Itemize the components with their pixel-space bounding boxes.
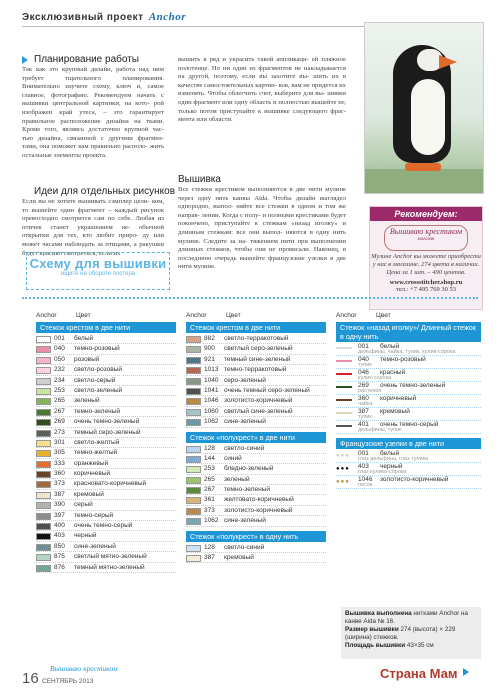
table-row [36, 469, 176, 479]
key-table-2 [186, 311, 326, 563]
anchor-number: 040 [358, 356, 369, 363]
table-row [336, 421, 481, 434]
table-row [36, 428, 176, 438]
anchor-number: 1046 [204, 397, 219, 405]
color-name: золотисто-коричневый [224, 506, 293, 514]
table-row [36, 396, 176, 406]
anchor-number: 1060 [204, 407, 219, 415]
table-section-title: Стежок «полукрест» в одну нить [186, 531, 326, 542]
color-swatch [36, 544, 51, 551]
anchor-number: 001 [358, 343, 369, 350]
table-section-title: Стежок крестом в две нити [186, 322, 326, 333]
color-swatch [186, 456, 201, 463]
color-name: очень темно-зеленый [380, 382, 446, 389]
anchor-number: 269 [358, 382, 369, 389]
color-name: очень темно-серый [74, 522, 133, 530]
puffin-beak-shape [439, 55, 457, 69]
header-divider [22, 26, 400, 27]
anchor-number: 360 [358, 395, 369, 402]
col-anchor: Anchor [336, 312, 357, 319]
anchor-number: 882 [204, 335, 215, 342]
anchor-number: 1062 [204, 517, 219, 525]
anchor-number: 305 [54, 449, 65, 457]
anchor-number: 301 [54, 438, 65, 446]
color-swatch [36, 513, 51, 520]
anchor-number: 401 [358, 421, 369, 428]
color-name: золотисто-коричневый [380, 476, 449, 483]
shop-logo-text: Вышиваю крестиком [389, 227, 463, 236]
anchor-number: 390 [54, 501, 65, 509]
knot-swatch: ●●● [336, 453, 350, 459]
table-row [186, 454, 326, 464]
usage-note: тупик [358, 362, 372, 368]
color-swatch [36, 440, 51, 447]
table-row [36, 531, 176, 541]
table-row [186, 344, 326, 354]
table-row [36, 438, 176, 448]
anchor-number: 046 [358, 369, 369, 376]
embroidery-info [341, 607, 481, 659]
table-row [186, 376, 326, 386]
color-name: серый [74, 501, 93, 509]
table-row [36, 448, 176, 458]
color-swatch [186, 497, 201, 504]
table-row [186, 396, 326, 406]
watermark-stamp: Страна Мам [380, 666, 458, 681]
color-name: серо-зеленый [224, 376, 266, 384]
color-swatch [186, 545, 201, 552]
color-name: кремовый [224, 554, 254, 562]
table-row [36, 459, 176, 469]
grass-shape [365, 169, 483, 193]
color-name: темно-желтый [74, 449, 118, 457]
color-swatch [186, 378, 201, 385]
magazine-logo: Вышиваю крестиком [50, 664, 118, 673]
col-color: Цвет [376, 312, 391, 319]
column-headers [36, 311, 176, 322]
color-swatch [186, 446, 201, 453]
color-swatch [186, 477, 201, 484]
color-swatch [36, 471, 51, 478]
color-swatch [36, 378, 51, 385]
color-swatch [36, 346, 51, 353]
table-row [186, 543, 326, 553]
anchor-number: 403 [54, 532, 65, 540]
color-name: светлый мятно-зеленый [74, 553, 147, 561]
color-name: сине-зеленый [224, 517, 266, 525]
color-swatch [186, 388, 201, 395]
paragraph-continued: вышить в ряд и украсить такой аппликаци- ей пляжное полотенце. Но ни один из фрагментов не накладывается на другой, поэтому, если вы захотите вы- шить их в качестве самостоятельных картин- ков, вам не придется их изменять. Чтобы облегчить счет, выберите для вы- шивки один фрагмент или одну область и полностью вышейте ее; только потом приступайте к вышивке следующего фраг- мента или области. [178, 56, 346, 124]
anchor-number: 234 [54, 376, 65, 384]
table-row [36, 376, 176, 386]
table-row [36, 344, 176, 354]
table-row [186, 407, 326, 417]
table-row [186, 495, 326, 505]
anchor-number: 273 [54, 428, 65, 436]
table-section-title: Стежок крестом в две нити [36, 322, 176, 333]
anchor-number: 1062 [204, 418, 219, 426]
triangle-bullet-icon [22, 56, 28, 64]
section-header [22, 11, 186, 23]
anchor-number: 875 [54, 553, 65, 561]
color-swatch [36, 565, 51, 572]
color-name: оранжевый [74, 459, 109, 467]
table-row [36, 386, 176, 396]
color-name: светло-желтый [74, 438, 120, 446]
shop-logo [384, 225, 468, 251]
anchor-number: 400 [54, 522, 65, 530]
table-row [36, 500, 176, 510]
usage-note: кулик-сорока [358, 375, 392, 381]
color-swatch [36, 357, 51, 364]
anchor-number: 397 [54, 511, 65, 519]
anchor-number: 232 [54, 366, 65, 374]
color-name: темно-зеленый [224, 486, 270, 494]
anchor-number: 001 [54, 335, 65, 342]
table-section-title: Стежок «полукрест» в две нити [186, 432, 326, 443]
color-name: сине-зеленый [224, 418, 266, 426]
table-row [36, 417, 176, 427]
page-footer [22, 664, 222, 688]
color-name: сине-зеленый [74, 542, 116, 550]
anchor-number: 850 [54, 542, 65, 550]
anchor-number: 128 [204, 444, 215, 452]
puffin-feet-shape [405, 163, 441, 171]
color-name: кремовый [380, 408, 410, 415]
color-swatch [36, 409, 51, 416]
shop-website-link[interactable]: www.crossstitcher.shop.ru [389, 279, 463, 286]
anchor-number: 876 [54, 563, 65, 571]
color-name: красновато-коричневый [74, 480, 147, 488]
anchor-number: 373 [54, 480, 65, 488]
color-swatch [36, 523, 51, 530]
color-name: светлый серо-зеленый [224, 345, 293, 353]
table-row [186, 334, 326, 344]
schema-title: Схему для вышивки [29, 256, 167, 271]
anchor-number: 1046 [358, 476, 373, 483]
color-swatch [336, 373, 352, 375]
paragraph-planning: Так как это крупный дизайн, работа над ним требует тщательного планирования. Внимательно изучите схему, ключ и, самое главное, фотографию. Рекомендуем начать с вышивки центральной картинки, на кото- рой изображен край утеса, – это гарантирует правильное расположение дизайна на ткани. Кроме того, являясь достаточно крупной час- тью дизайна, связанной с другими фрагмен- тами, она поможет вам правильно располо- жить остальные элементы проекта. [22, 66, 164, 159]
color-swatch [336, 425, 352, 427]
color-swatch [36, 533, 51, 540]
puffin-photo [364, 22, 484, 194]
anchor-number: 128 [204, 543, 215, 551]
color-swatch [186, 466, 201, 473]
anchor-number: 1041 [204, 386, 219, 394]
anchor-number: 387 [54, 490, 65, 498]
anchor-number: 253 [54, 386, 65, 394]
color-name: очень темно-зеленый [74, 418, 140, 426]
color-name: коричневый [74, 470, 111, 478]
table-row [36, 563, 176, 573]
anchor-number: 900 [204, 345, 215, 353]
info-label: Вышивка выполнена [345, 610, 412, 617]
schema-callout [26, 252, 170, 290]
recommend-box [369, 206, 483, 310]
color-swatch [186, 357, 201, 364]
section-divider [22, 297, 478, 299]
color-swatch [36, 367, 51, 374]
color-name: темный мятно-зеленый [74, 563, 145, 571]
puffin-belly-shape [411, 79, 445, 155]
key-table-3 [336, 311, 481, 489]
column-headers [336, 311, 481, 322]
table-row [186, 485, 326, 495]
color-name: темно-зеленый [74, 407, 120, 415]
color-swatch [36, 419, 51, 426]
shop-phone: тел.: +7 495 769 30 53 [396, 286, 456, 293]
anchor-number: 921 [204, 355, 215, 363]
col-anchor: Anchor [36, 312, 57, 319]
heading-planning: Планирование работы [34, 54, 139, 65]
table-section-title: Французские узелки в две нити [336, 438, 481, 449]
table-row [36, 511, 176, 521]
anchor-number: 144 [204, 454, 215, 462]
color-swatch [336, 360, 352, 362]
color-name: бледно-зеленый [224, 465, 274, 473]
info-label: Размер вышивки [345, 626, 399, 633]
anchor-number: 1040 [204, 376, 219, 384]
table-row [186, 553, 326, 563]
table-row [36, 552, 176, 562]
table-row [186, 386, 326, 396]
color-name: темно-терракотовый [224, 366, 287, 374]
recommend-text: Мулине Anchor вы можете приобрести у нас в магазине. 274 цвета в наличии. Цена за 1 шт. – 490 центов. [371, 253, 481, 276]
anchor-number: 403 [358, 463, 369, 470]
anchor-number: 267 [204, 486, 215, 494]
issue-date: СЕНТЯБРЬ 2013 [42, 678, 94, 685]
color-name: светло-серый [74, 376, 116, 384]
usage-note: тупик [358, 414, 372, 420]
color-name: белый [380, 450, 400, 457]
color-swatch [186, 487, 201, 494]
color-name: розовый [74, 355, 100, 363]
table-row [186, 475, 326, 485]
color-name: светло-синий [224, 444, 265, 452]
color-swatch [186, 518, 201, 525]
column-headers [186, 311, 326, 322]
schema-subtitle: ищите на обороте постера [60, 271, 136, 277]
color-swatch [186, 508, 201, 515]
color-swatch [186, 398, 201, 405]
table-row [186, 516, 326, 526]
anchor-number: 267 [54, 407, 65, 415]
color-swatch [36, 450, 51, 457]
table-row [36, 521, 176, 531]
brand-logo: Anchor [148, 11, 187, 23]
anchor-number: 360 [54, 470, 65, 478]
color-swatch [36, 388, 51, 395]
color-swatch [36, 336, 51, 343]
table-row [36, 365, 176, 375]
anchor-number: 1013 [204, 366, 219, 374]
table-row [336, 476, 481, 489]
color-swatch [186, 419, 201, 426]
color-name: синий [224, 454, 242, 462]
color-swatch [36, 492, 51, 499]
knot-swatch: ●●● [336, 479, 350, 485]
col-anchor: Anchor [186, 312, 207, 319]
color-name: черный [74, 532, 97, 540]
next-arrow-icon [463, 668, 469, 676]
table-row [186, 444, 326, 454]
paragraph-ideas: Если вы не хотите вышивать сэмплер цели- ком, то вышейте один фрагмент – каждый рисунок превосходно смотрится сам по себе. Любая из птичек станет украшением не- обычной открытки для тех, кто любит приро- ду или может часами наблюдать за птицами, а ракушки будут красиво смотреться, если их [22, 198, 164, 256]
usage-note: растения [358, 388, 382, 394]
color-name: светло-зеленый [74, 386, 123, 394]
color-swatch [36, 430, 51, 437]
color-name: белый [380, 343, 400, 350]
color-swatch [336, 347, 352, 349]
anchor-number: 050 [54, 355, 65, 363]
color-name: светло-терракотовый [224, 335, 289, 342]
anchor-number: 265 [54, 397, 65, 405]
shop-logo-sub: магазин [417, 237, 435, 242]
anchor-number: 269 [54, 418, 65, 426]
anchor-number: 253 [204, 465, 215, 473]
info-value: нитками Anchor на канве Aida № 16. [345, 610, 468, 625]
anchor-number: 387 [204, 554, 215, 562]
anchor-number: 387 [358, 408, 369, 415]
col-color: Цвет [226, 312, 241, 319]
table-row [186, 464, 326, 474]
color-swatch [186, 346, 201, 353]
info-label: Площадь вышивки [345, 642, 406, 649]
color-swatch [36, 554, 51, 561]
table-row [36, 355, 176, 365]
table-row [186, 417, 326, 427]
color-swatch [336, 386, 352, 388]
table-row [36, 407, 176, 417]
recommend-title: Рекомендуем: [370, 207, 482, 221]
usage-note: глаз кулика-сороки [358, 469, 407, 475]
anchor-number: 373 [204, 506, 215, 514]
usage-note: дельфины, тупик [358, 427, 402, 433]
info-value: 43×35 см [406, 642, 434, 649]
color-swatch [186, 336, 201, 343]
table-row [36, 542, 176, 552]
usage-note: дельфины, чайка, тупик, кулик-сорока [358, 349, 456, 355]
table-row [36, 334, 176, 344]
color-name: темно-розовый [74, 345, 120, 353]
paragraph-stitching: Все стежки крестиком выполняются в две нити мулине через одну нить канвы Aida. Чтобы дизайн выглядел однородно, выпол- няйте все стежки в одном и том же направ- лении. Когда с полу- и полными крестиками будет покончено, приступайте к стежкам «назад иголку» и длинным стежкам: все они выпол- няются в одну нить мулине. Следите за на- тяжением нити при выполнении длинных стежков, чтобы они не провисали. Наконец, в последнюю очередь вышейте французские узелки в две нити мулине. [178, 186, 346, 271]
color-name: коричневый [380, 395, 417, 402]
anchor-number: 040 [54, 345, 65, 353]
table-row [186, 365, 326, 375]
usage-note: глаз дельфина, глаз тупика [358, 456, 429, 462]
color-name: черный [380, 463, 403, 470]
anchor-number: 361 [204, 496, 215, 504]
usage-note: песок [358, 482, 373, 488]
color-name: темный серо-зеленый [74, 428, 141, 436]
table-section-title: Стежок «назад иголку»/ Длинный стежок в одну нить [336, 322, 481, 342]
anchor-number: 333 [54, 459, 65, 467]
color-name: темно-розовый [380, 356, 426, 363]
color-name: зеленый [74, 397, 100, 405]
color-name: очень темно-серый [380, 421, 439, 428]
info-value: 274 (высота) × 229 (ширина) стежков. [345, 626, 456, 641]
color-name: золотисто-коричневый [224, 397, 293, 405]
color-swatch [36, 461, 51, 468]
color-swatch [336, 412, 352, 414]
color-swatch [186, 409, 201, 416]
color-swatch [186, 367, 201, 374]
color-name: желтовато-коричневый [224, 496, 294, 504]
color-swatch [186, 555, 201, 562]
anchor-number: 001 [358, 450, 369, 457]
color-name: светло-синий [224, 543, 265, 551]
page-number: 16 [22, 670, 39, 687]
color-name: красный [380, 369, 406, 376]
usage-note: чайка [358, 401, 373, 407]
anchor-number: 265 [204, 475, 215, 483]
color-swatch [36, 481, 51, 488]
color-name: белый [74, 335, 94, 342]
heading-stitching: Вышивка [178, 174, 221, 185]
table-row [186, 506, 326, 516]
color-name: темный сине-зеленый [224, 355, 291, 363]
table-row [186, 355, 326, 365]
color-name: очень темный серо-зеленый [224, 386, 310, 394]
key-table-1 [36, 311, 176, 573]
color-name: темно-серый [74, 511, 114, 519]
col-color: Цвет [76, 312, 91, 319]
color-name: светлый сине-зеленый [224, 407, 293, 415]
color-name: светло-розовый [74, 366, 122, 374]
color-swatch [336, 399, 352, 401]
color-swatch [36, 398, 51, 405]
color-name: кремовый [74, 490, 104, 498]
section-title: Эксклюзивный проект [22, 12, 144, 23]
table-row [36, 490, 176, 500]
color-swatch [36, 502, 51, 509]
color-name: зеленый [224, 475, 250, 483]
heading-ideas: Идеи для отдельных рисунков [34, 186, 176, 197]
table-row [36, 479, 176, 489]
knot-swatch: ●●● [336, 466, 350, 472]
